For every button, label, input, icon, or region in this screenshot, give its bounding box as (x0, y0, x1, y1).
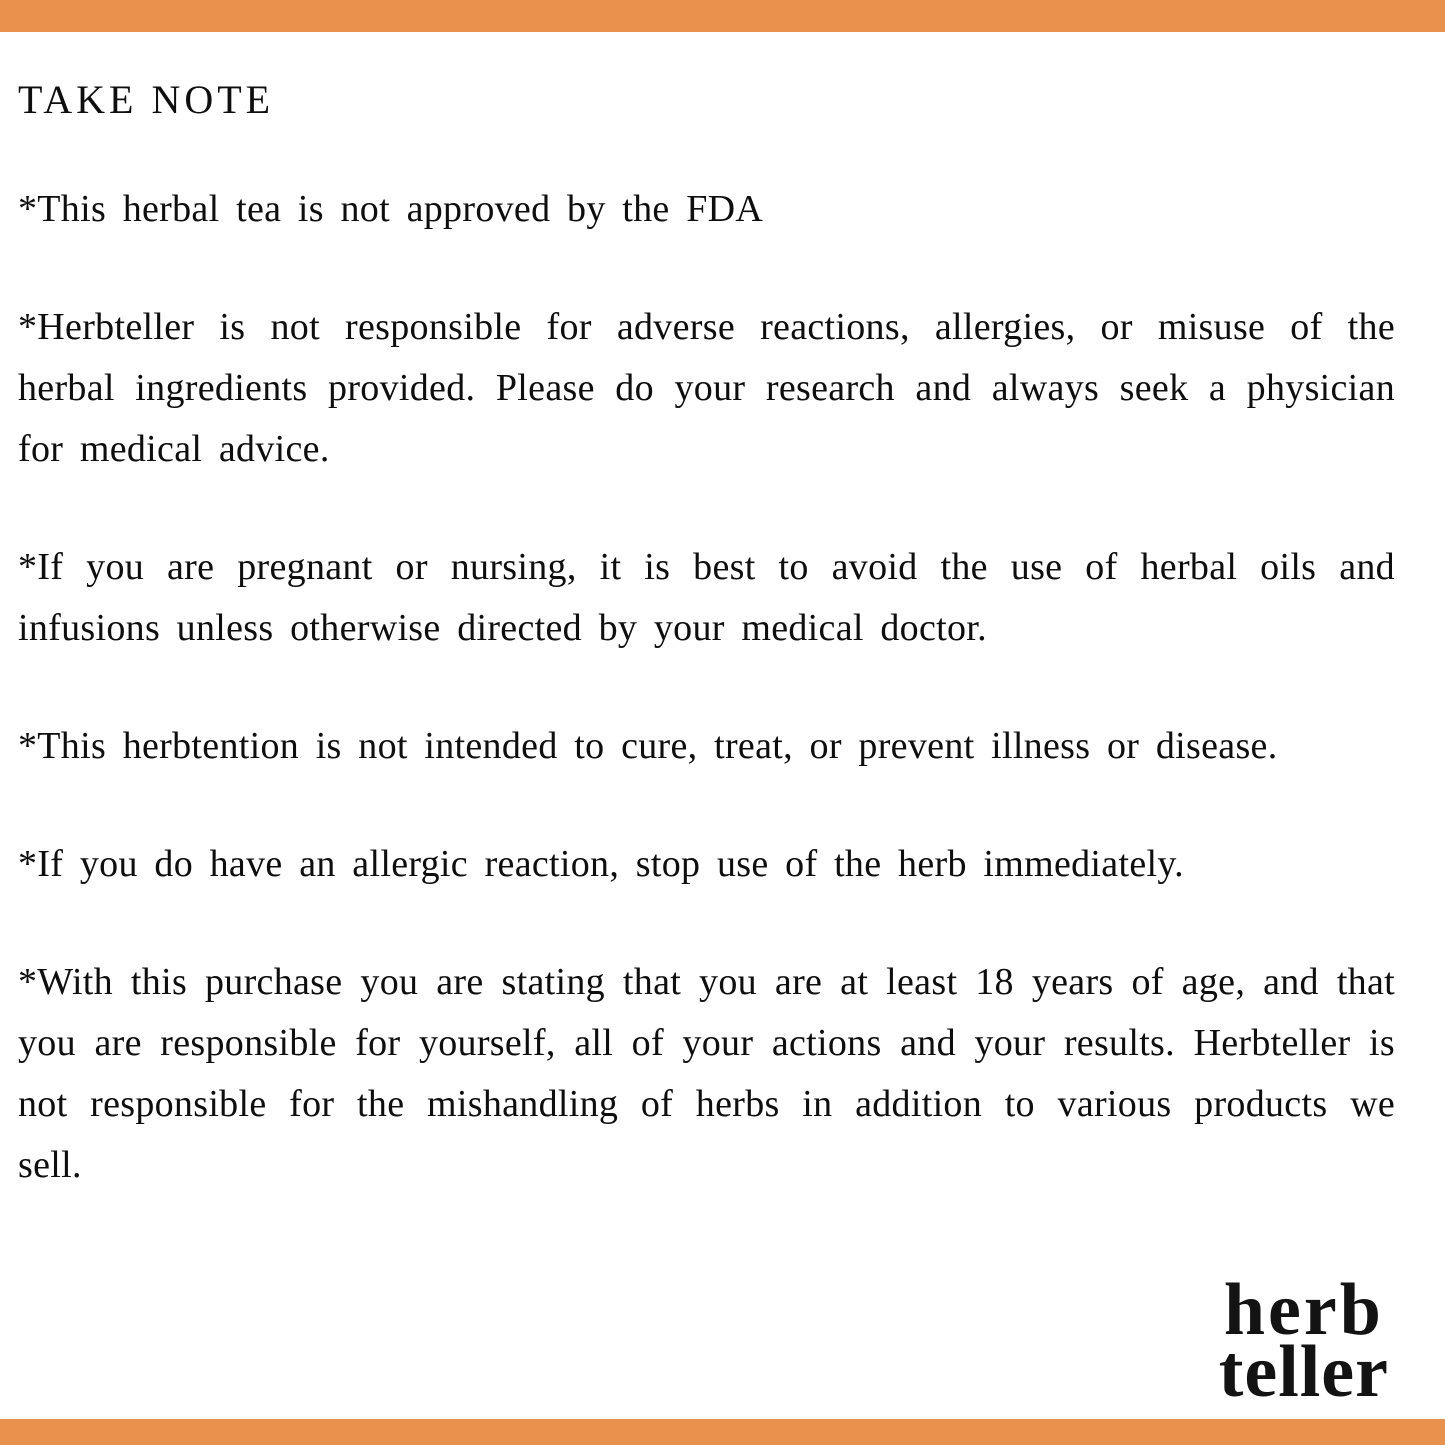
bottom-accent-bar (0, 1419, 1445, 1445)
note-paragraph-pregnancy: *If you are pregnant or nursing, it is best to avoid the use of herbal oils and infusions unless otherwise directed by your medical doctor. (18, 546, 1395, 649)
note-paragraph-liability: *Herbteller is not responsible for adverse reactions, allergies, or misuse of the herbal ingredients provided. Please do your research and always seek a physician for medical advice. (18, 306, 1395, 470)
brand-logo (1218, 1269, 1389, 1413)
page-title: TAKE NOTE (18, 77, 275, 122)
top-accent-bar (0, 0, 1445, 32)
note-paragraph-fda: *This herbal tea is not approved by the FDA (18, 188, 764, 230)
note-paragraph-no-cure-claim: *This herbtention is not intended to cure, treat, or prevent illness or disease. (18, 725, 1278, 767)
note-paragraph-age-responsibility: *With this purchase you are stating that you are at least 18 years of age, and that you are responsible for yourself, all of your actions and your results. Herbteller is not responsible for the mishandling of herbs in addition to various products we sell. (18, 961, 1395, 1186)
brand-logo-line2: teller (1218, 1331, 1389, 1413)
brand-logo-line1: herb (1223, 1269, 1384, 1351)
disclaimer-content (0, 32, 1445, 1253)
note-paragraph-allergic-reaction: *If you do have an allergic reaction, stop use of the herb immediately. (18, 843, 1184, 885)
